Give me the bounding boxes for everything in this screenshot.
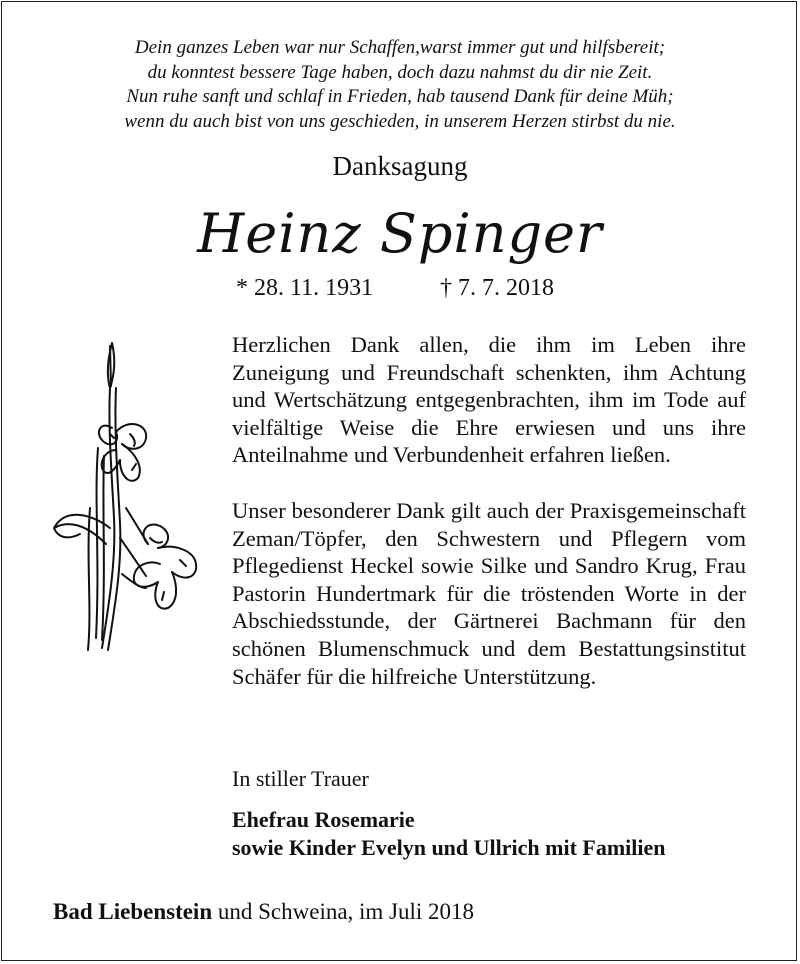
- birth-date: * 28. 11. 1931: [236, 275, 374, 301]
- mourning-phrase: In stiller Trauer: [232, 766, 369, 791]
- place-date-line: [53, 899, 474, 925]
- notice-heading: Danksagung: [332, 151, 468, 181]
- death-date: † 7. 7. 2018: [440, 275, 554, 301]
- family-signature: [232, 806, 666, 862]
- thanks-paragraph-general: Herzlichen Dank allen, die ihm im Leben ihre Zuneigung und Freundschaft schenkten, ihm Achtung und Wertschätzung entgegenbrachten, ihm im Tode auf vielfältige Weise die Ehre erwiesen und uns ihre Anteilnahme und Verbundenheit erfahren ließen.: [232, 332, 746, 468]
- memorial-poem: [0, 36, 800, 134]
- poem-line: wenn du auch bist von uns geschieden, in unserem Herzen stirbst du nie.: [124, 110, 676, 132]
- poem-line: du konntest bessere Tage haben, doch dazu nahmst du dir nie Zeit.: [147, 61, 653, 83]
- place-date-rest: und Schweina, im Juli 2018: [212, 899, 475, 924]
- poem-line: Nun ruhe sanft und schlaf in Frieden, hab tausend Dank für deine Müh;: [126, 86, 674, 107]
- family-line: Ehefrau Rosemarie: [232, 807, 415, 832]
- poem-line: Dein ganzes Leben war nur Schaffen,warst immer gut und hilfsbereit;: [134, 37, 666, 58]
- place-name: Bad Liebenstein: [53, 899, 213, 924]
- family-line: sowie Kinder Evelyn und Ullrich mit Familien: [232, 835, 666, 860]
- deceased-name: Heinz Spinger: [197, 202, 603, 265]
- iris-flower-icon: [50, 338, 210, 656]
- thanks-paragraph-specific: Unser besonderer Dank gilt auch der Praxisgemeinschaft Zeman/Töpfer, den Schwestern und Pflegern vom Pflegedienst Heckel sowie Silke und Sandro Krug, Frau Pastorin Hundertmark für die tröstenden Worte in der Abschiedsstunde, der Gärtnerei Bachmann für den schönen Blumenschmuck und dem Bestattungsinstitut Schäfer für die hilfreiche Unterstützung.: [232, 498, 746, 689]
